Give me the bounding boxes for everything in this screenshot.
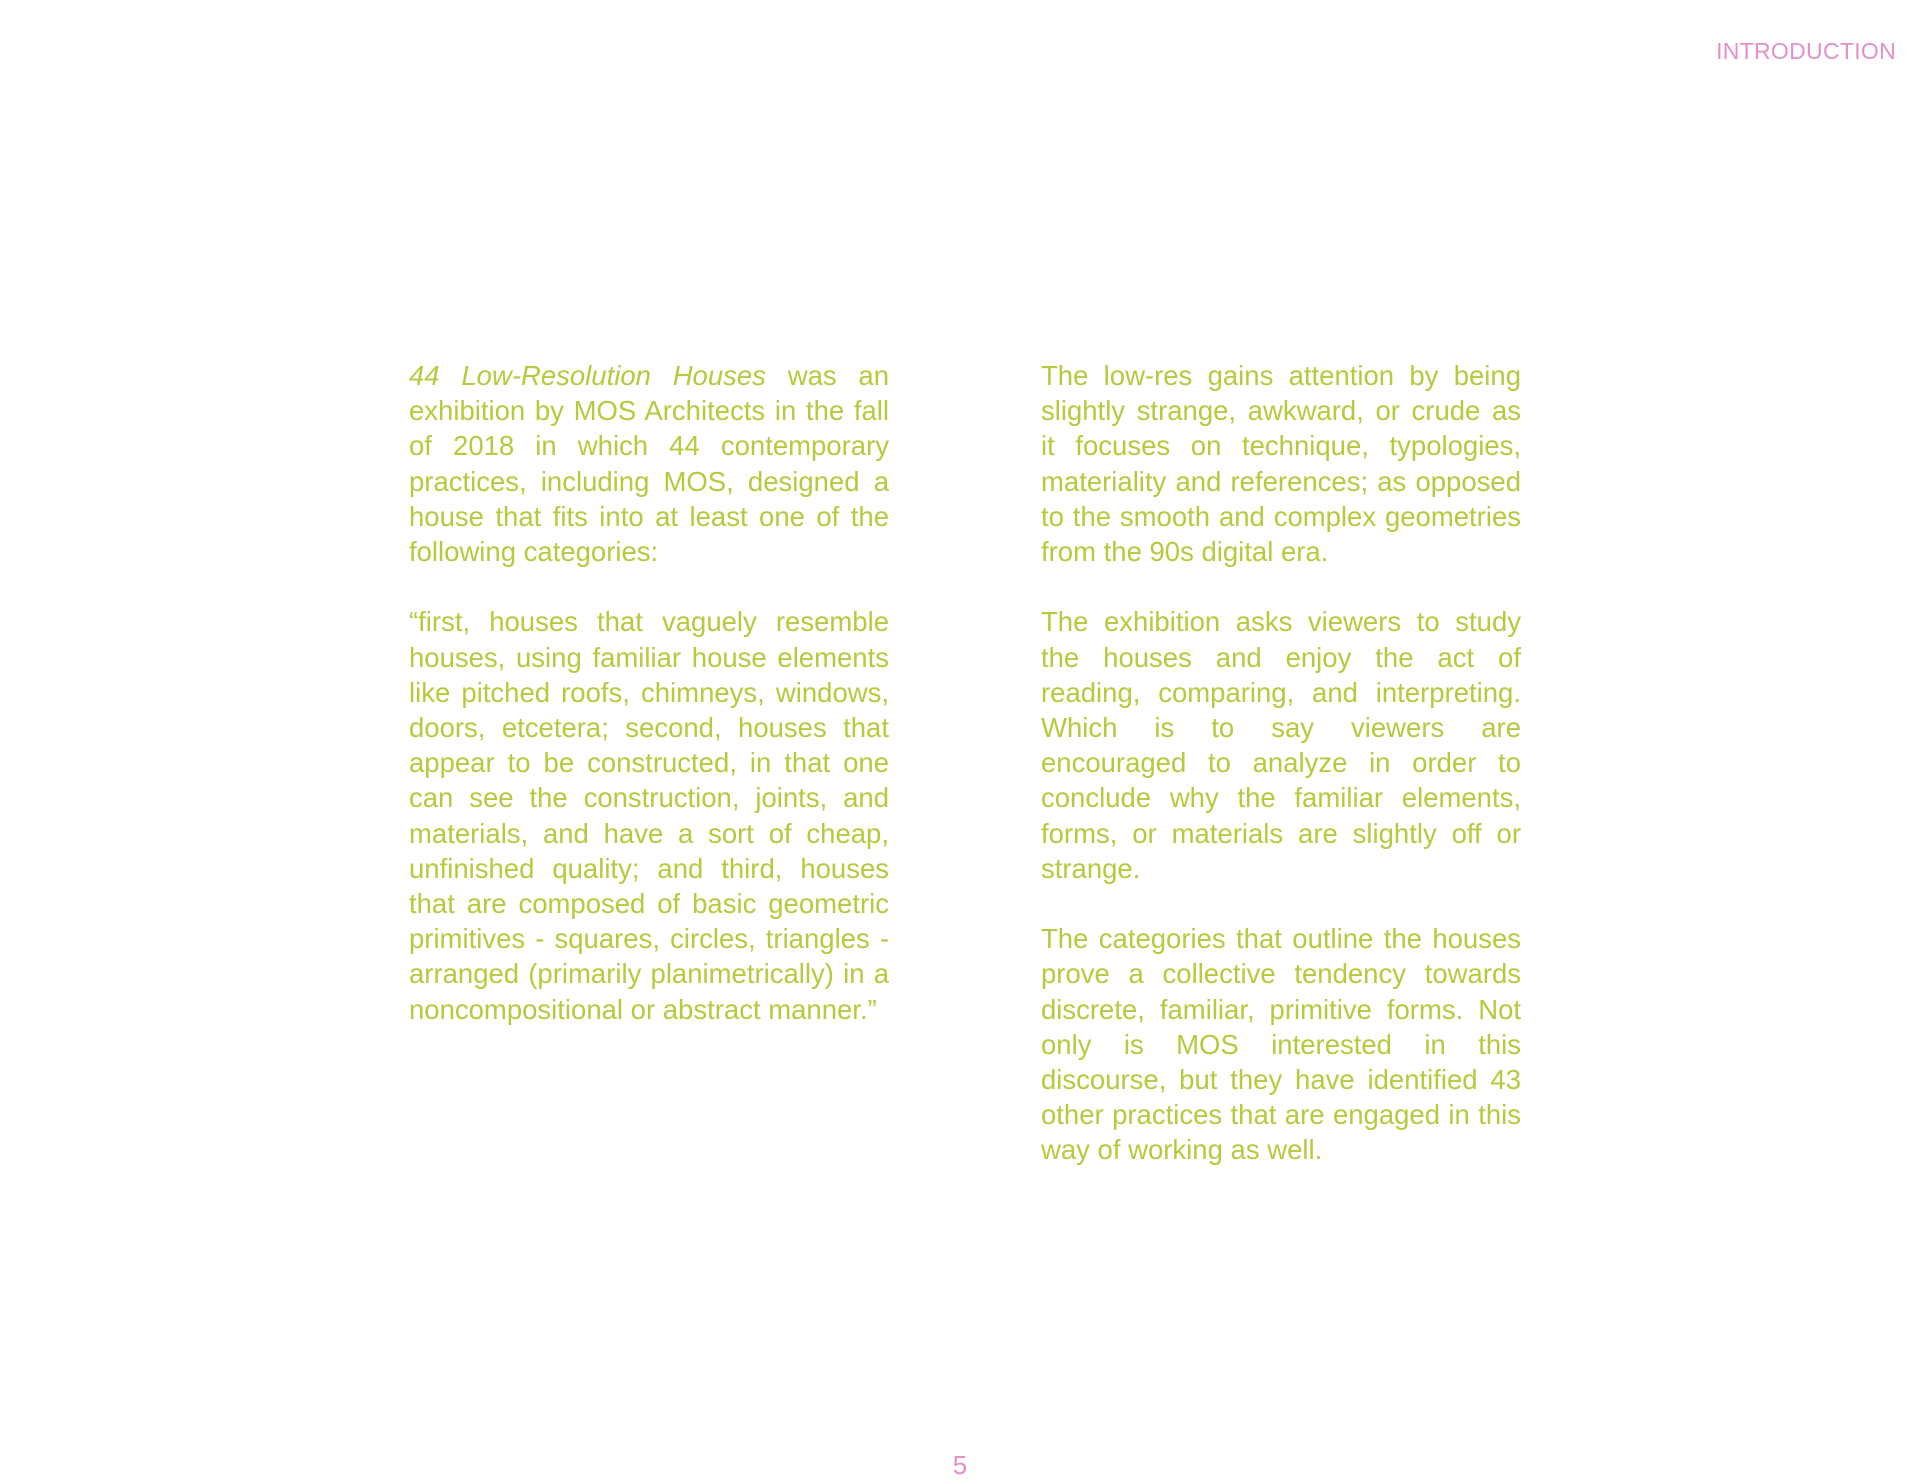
categories-paragraph: The categories that outline the houses prove a collective tendency towards discrete, familiar, primitive forms. Not only is MOS interested in this discourse, but they have identified 43 other practices that are engaged in this way of working as well. [1041,923,1521,1166]
exhibition-title: 44 Low-Resolution Houses [409,360,766,391]
page-number: 5 [952,1450,968,1480]
intro-paragraph-text: was an exhibition by MOS Architects in the fall of 2018 in which 44 contemporary practices, including MOS, designed a house that fits into at least one of the following categories: [409,360,889,568]
intro-paragraph [409,358,889,569]
right-text-column [1041,358,1521,1168]
exhibition-paragraph: The exhibition asks viewers to study the houses and enjoy the act of reading, comparing, and interpreting. Which is to say viewers are encouraged to analyze in order to conclude why the familiar elements, forms, or materials are slightly off or strange. [1041,606,1521,884]
categories-quote-paragraph: “first, houses that vaguely resemble houses, using familiar house elements like pitched roofs, chimneys, windows, doors, etcetera; second, houses that appear to be constructed, in that one can see the construction, joints, and materials, and have a sort of cheap, unfinished quality; and third, houses that are composed of basic geometric primitives - squares, circles, triangles - arranged (primarily planimetrically) in a noncompositional or abstract manner.” [409,606,889,1025]
left-text-column [409,358,889,1027]
low-res-paragraph: The low-res gains attention by being slightly strange, awkward, or crude as it focuses on technique, typologies, materiality and references; as opposed to the smooth and complex geometries from the 90s digital era. [1041,360,1521,568]
section-label: INTRODUCTION [1716,38,1896,64]
